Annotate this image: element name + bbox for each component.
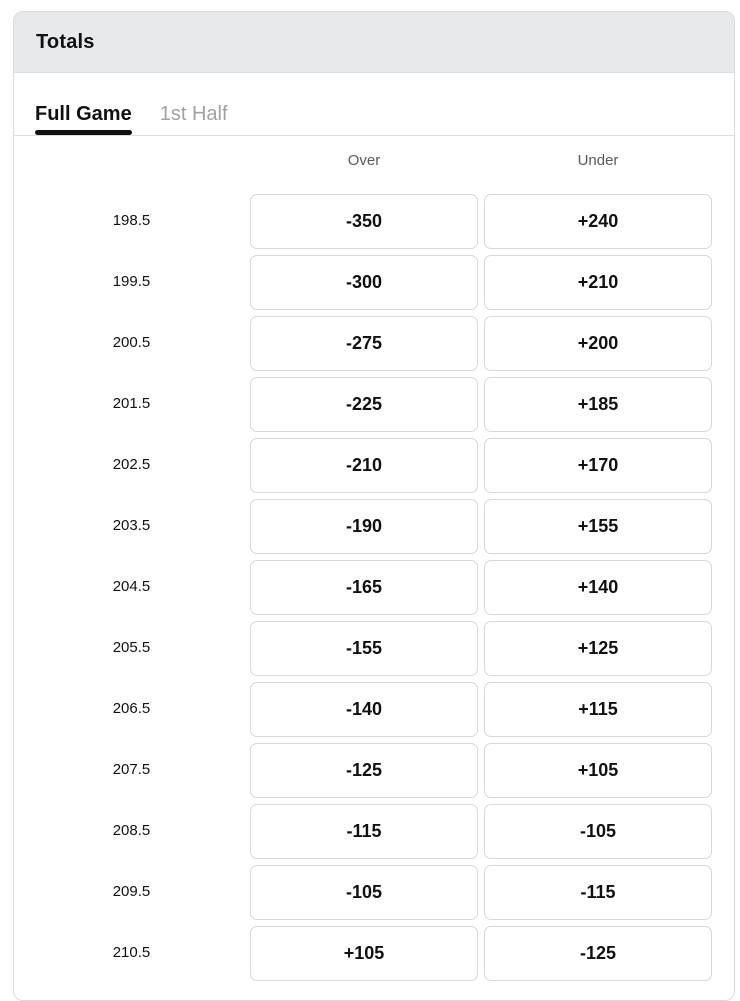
total-line-value: 206.5	[112, 700, 151, 717]
over-column-header: Over	[347, 152, 381, 169]
total-line-value: 202.5	[112, 456, 151, 473]
total-line-value: 204.5	[112, 578, 151, 595]
table-row	[14, 865, 735, 921]
over-odds-button[interactable]: -225	[250, 377, 478, 432]
active-tab-indicator	[35, 130, 132, 135]
table-row	[14, 926, 735, 982]
under-odds-button[interactable]: -115	[484, 865, 712, 920]
table-row	[14, 804, 735, 860]
over-odds-button[interactable]: -190	[250, 499, 478, 554]
column-headers	[14, 152, 735, 176]
table-row	[14, 438, 735, 494]
total-line-value: 208.5	[112, 822, 151, 839]
table-row	[14, 499, 735, 555]
over-odds-button[interactable]: -125	[250, 743, 478, 798]
over-odds-button[interactable]: -105	[250, 865, 478, 920]
tab-bar	[14, 73, 734, 136]
under-odds-button[interactable]: +125	[484, 621, 712, 676]
total-line-value: 198.5	[112, 212, 151, 229]
total-line-value: 207.5	[112, 761, 151, 778]
over-odds-button[interactable]: -155	[250, 621, 478, 676]
over-odds-button[interactable]: -115	[250, 804, 478, 859]
table-row	[14, 255, 735, 311]
under-odds-button[interactable]: -125	[484, 926, 712, 981]
table-row	[14, 194, 735, 250]
card-title: Totals	[36, 30, 95, 53]
total-line-value: 199.5	[112, 273, 151, 290]
total-line-value: 200.5	[112, 334, 151, 351]
under-odds-button[interactable]: +240	[484, 194, 712, 249]
totals-card	[13, 11, 735, 1001]
tab-1st-half[interactable]	[160, 73, 228, 136]
total-line-value: 203.5	[112, 517, 151, 534]
under-odds-button[interactable]: +200	[484, 316, 712, 371]
under-odds-button[interactable]: -105	[484, 804, 712, 859]
total-line-value: 210.5	[112, 944, 151, 961]
table-row	[14, 377, 735, 433]
table-row	[14, 743, 735, 799]
under-odds-button[interactable]: +155	[484, 499, 712, 554]
under-odds-button[interactable]: +105	[484, 743, 712, 798]
over-odds-button[interactable]: -140	[250, 682, 478, 737]
under-column-header: Under	[577, 152, 619, 169]
under-odds-button[interactable]: +210	[484, 255, 712, 310]
under-odds-button[interactable]: +115	[484, 682, 712, 737]
table-row	[14, 316, 735, 372]
tab-1st-half-label: 1st Half	[159, 103, 228, 125]
total-line-value: 201.5	[112, 395, 151, 412]
over-odds-button[interactable]: -275	[250, 316, 478, 371]
tab-full-game[interactable]	[35, 73, 132, 136]
total-line-value: 205.5	[112, 639, 151, 656]
table-row	[14, 621, 735, 677]
over-odds-button[interactable]: -350	[250, 194, 478, 249]
over-odds-button[interactable]: -165	[250, 560, 478, 615]
card-header	[14, 12, 734, 73]
over-odds-button[interactable]: -300	[250, 255, 478, 310]
total-line-value: 209.5	[112, 883, 151, 900]
over-odds-button[interactable]: -210	[250, 438, 478, 493]
table-row	[14, 682, 735, 738]
under-odds-button[interactable]: +185	[484, 377, 712, 432]
under-odds-button[interactable]: +140	[484, 560, 712, 615]
table-row	[14, 560, 735, 616]
over-odds-button[interactable]: +105	[250, 926, 478, 981]
tab-full-game-label: Full Game	[35, 103, 132, 125]
under-odds-button[interactable]: +170	[484, 438, 712, 493]
